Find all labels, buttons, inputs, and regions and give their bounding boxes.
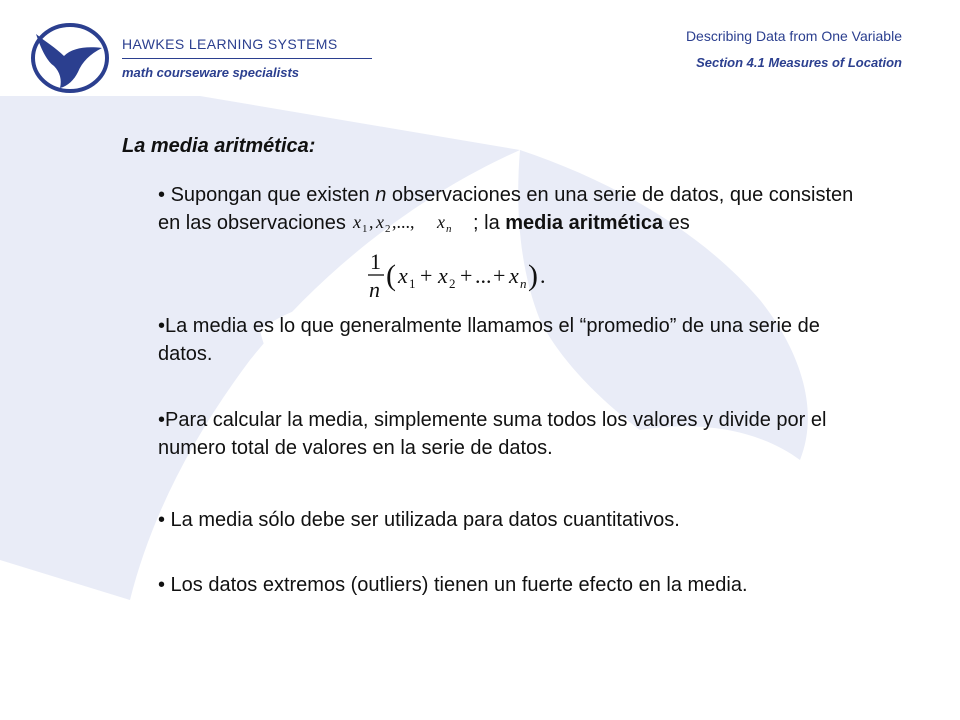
formula-period: . [540,263,546,288]
bullet-text-part4: es [663,212,690,234]
formula-lparen: ( [386,259,396,292]
formula-dots: ,..., [392,212,415,232]
bullet-text-part1: Supongan que existen [165,184,376,206]
bullet-observations [158,181,878,237]
formula-ellipsis: ... [475,263,492,288]
mean-formula [366,247,566,303]
bullet-text-n: n [375,184,387,206]
formula-xn: x [437,212,446,232]
formula-denominator: n [369,277,380,302]
brand-tagline: math courseware specialists [122,65,300,80]
formula-x2: x [376,212,385,232]
formula-plus-2: + [460,263,473,288]
topic-section: Section 4.1 Measures of Location [696,55,902,70]
brand [122,36,372,80]
formula-x1: x [353,212,362,232]
formula-sub-1: 1 [362,223,368,235]
topic-header [686,28,902,70]
formula-plus-1: + [420,263,433,288]
formula-sub-n: n [446,223,452,235]
topic-subject: Describing Data from One Variable [685,28,902,44]
bullet-text-part2: observaciones en una serie de datos, que consisten en las observaciones [158,184,854,234]
bullet-marker: • [158,184,166,206]
bullet-calculate: •Para calcular la media, simplemente suma todos los valores y divide por el numero total de valores en la serie de datos. [158,409,827,459]
formula-plus-3: + [493,263,506,288]
brand-name: HAWKES LEARNING SYSTEMS [122,36,372,59]
formula-sub-1: 1 [409,276,416,291]
formula-sub-2: 2 [385,223,391,235]
formula-sub-n: n [520,276,527,291]
formula-x2: x [438,263,448,288]
formula-xn: x [509,263,519,288]
formula-x1: x [398,263,408,288]
hawkes-eagle-logo-icon [30,22,110,94]
formula-sub-2: 2 [449,276,456,291]
bullet-promedio: •La media es lo que generalmente llamamos el “promedio” de una serie de datos. [158,315,820,365]
bullet-quantitative: • La media sólo debe ser utilizada para datos cuantitativos. [158,509,680,531]
slide-title: La media aritmética: [122,135,316,157]
bullet-text-bold: media aritmética [505,212,664,234]
formula-numerator: 1 [370,249,381,274]
observations-formula [351,209,467,237]
formula-comma: , [369,212,374,232]
bullet-text-part3: ; la [467,212,506,234]
bullet-outliers: • Los datos extremos (outliers) tienen un fuerte efecto en la media. [158,574,748,596]
formula-rparen: ) [528,259,538,292]
